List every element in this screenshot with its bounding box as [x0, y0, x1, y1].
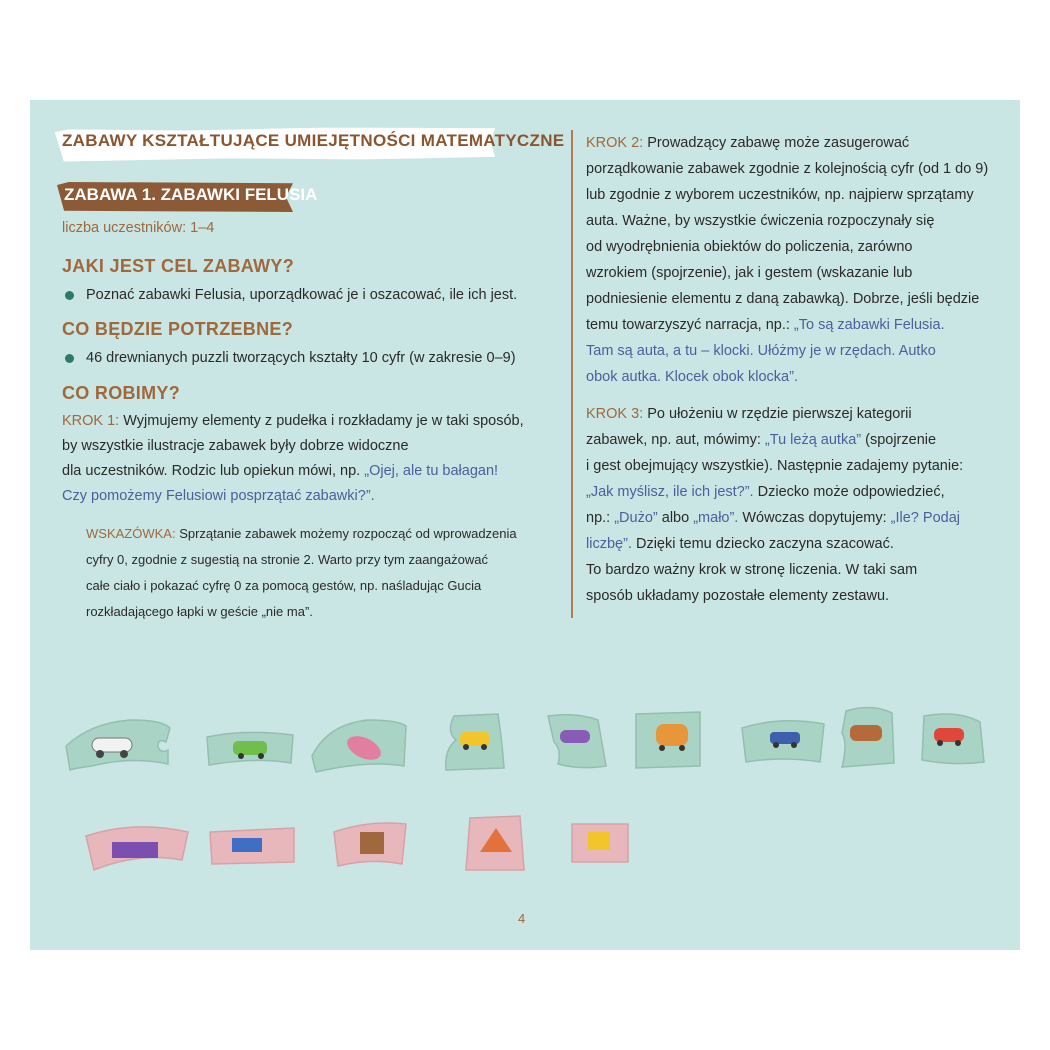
step2-quote: obok autka. Klocek obok klocka”. [586, 369, 798, 385]
hint-line: rozkładającego łapki w geście „nie ma”. [86, 604, 313, 619]
car-puzzle-piece [836, 703, 898, 771]
block-puzzle-piece [84, 822, 192, 874]
step3-text: Po ułożeniu w rzędzie pierwszej kategorii [647, 406, 912, 422]
step1-text: dla uczestników. Rodzic lub opiekun mówi, np. [62, 463, 361, 479]
step3-line [586, 428, 936, 453]
hint-line: całe ciało i pokazać cyfrę 0 za pomocą gestów, np. naśladując Gucia [86, 578, 482, 593]
hint-line: cyfry 0, zgodnie z sugestią na stronie 2. Warto przy tym zaangażować [86, 552, 488, 567]
step3-line [586, 402, 912, 427]
step3-quote: „Ile? Podaj [890, 510, 960, 526]
step3-text: np.: [586, 510, 611, 526]
step3-quote: „mało”. [693, 510, 739, 526]
step3-label: KROK 3: [586, 406, 644, 422]
step1-text: Wyjmujemy elementy z pudełka i rozkładamy je w taki sposób, [123, 413, 524, 429]
step1-label: KROK 1: [62, 413, 120, 429]
step2-line: wzrokiem (spojrzenie), jak i gestem (wskazanie lub [586, 265, 913, 281]
step2-line: podniesienie elementu z daną zabawką). Dobrze, jeśli będzie [586, 291, 980, 307]
step2-line: od wyodrębnienia obiektów do policzenia, zarówno [586, 239, 913, 255]
car-puzzle-piece [546, 710, 610, 772]
bullet-icon [65, 291, 74, 300]
car-puzzle-piece [62, 716, 174, 772]
car-puzzle-piece [918, 708, 986, 768]
section-title: ZABAWY KSZTAŁTUJĄCE UMIEJĘTNOŚCI MATEMATYCZNE [62, 131, 565, 150]
step3-quote: „Tu leżą autka” [764, 432, 862, 448]
car-puzzle-piece [442, 710, 506, 774]
game-title: ZABAWA 1. ZABAWKI FELUSIA [64, 185, 318, 204]
step2-line [586, 131, 909, 156]
step3-text: zabawek, np. aut, mówimy: [586, 432, 761, 448]
goal-heading: JAKI JEST CEL ZABAWY? [62, 256, 294, 276]
step2-line: auta. Ważne, by wszystkie ćwiczenia rozpoczynały się [586, 213, 935, 229]
step3-text: Dziecko może odpowiedzieć, [757, 484, 945, 500]
hint-label: WSKAZÓWKA: [86, 526, 176, 541]
participants-count: liczba uczestników: 1–4 [62, 220, 215, 236]
step3-quote: liczbę”. [586, 536, 632, 552]
page-number: 4 [518, 911, 526, 926]
needed-item: 46 drewnianych puzzli tworzących kształty 10 cyfr (w zakresie 0–9) [86, 350, 516, 366]
step1-quote: „Ojej, ale tu bałagan! [364, 463, 499, 479]
block-puzzle-piece [208, 822, 296, 866]
block-puzzle-piece [332, 818, 410, 870]
car-puzzle-piece [632, 708, 704, 772]
bullet-icon [65, 354, 74, 363]
step1-line: by wszystkie ilustracje zabawek były dobrze widoczne [62, 438, 409, 454]
column-divider [571, 130, 573, 618]
step1-line [62, 409, 524, 434]
step2-text: temu towarzyszyć narracja, np.: [586, 317, 790, 333]
doing-heading: CO ROBIMY? [62, 383, 180, 403]
step2-quote: „To są zabawki Felusia. [793, 317, 945, 333]
goal-item: Poznać zabawki Felusia, uporządkować je i oszacować, ile ich jest. [86, 287, 518, 303]
hint-text: Sprzątanie zabawek możemy rozpocząć od wprowadzenia [179, 526, 517, 541]
step2-line [586, 313, 945, 338]
step3-line [586, 480, 945, 505]
step1-line [62, 459, 498, 484]
car-puzzle-piece [308, 716, 408, 774]
step3-line: i gest obejmujący wszystkie). Następnie zadajemy pytanie: [586, 458, 964, 474]
step2-quote: Tam są auta, a tu – klocki. Ułóżmy je w rzędach. Autko [586, 343, 936, 359]
step3-line [586, 506, 960, 531]
step2-text: Prowadzący zabawę może zasugerować [647, 135, 910, 151]
step3-line [586, 532, 894, 557]
needed-heading: CO BĘDZIE POTRZEBNE? [62, 319, 294, 339]
step3-text: (spojrzenie [865, 432, 937, 448]
step3-text: Dzięki temu dziecko zaczyna szacować. [635, 536, 894, 552]
step2-line: lub zgodnie z wyborem uczestników, np. najpierw sprzątamy [586, 187, 974, 203]
car-puzzle-piece [740, 714, 826, 766]
block-puzzle-piece [462, 812, 528, 874]
step3-text: Wówczas dopytujemy: [742, 510, 887, 526]
car-puzzle-piece [205, 727, 295, 767]
step3-line: To bardzo ważny krok w stronę liczenia. W taki sam [586, 562, 918, 578]
step1-quote: Czy pomożemy Felusiowi posprzątać zabawki?”. [62, 488, 375, 504]
step3-quote: „Jak myślisz, ile ich jest?”. [586, 484, 754, 500]
step3-line: sposób układamy pozostałe elementy zestawu. [586, 588, 890, 604]
step3-text: albo [661, 510, 690, 526]
step3-quote: „Dużo” [614, 510, 658, 526]
step2-label: KROK 2: [586, 135, 644, 151]
block-puzzle-piece [570, 820, 630, 864]
hint-line [86, 521, 517, 547]
step2-line: porządkowanie zabawek zgodnie z kolejnością cyfr (od 1 do 9) [586, 161, 989, 177]
